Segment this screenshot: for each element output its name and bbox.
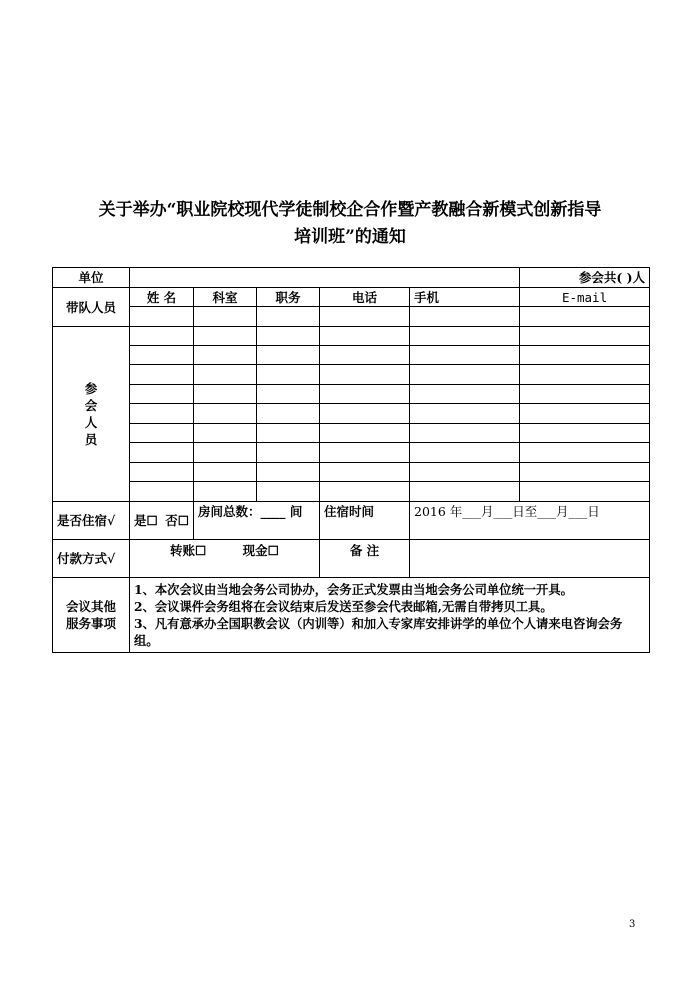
lodging-time-label: 住宿时间	[320, 502, 410, 540]
attendee-cell[interactable]	[194, 463, 257, 482]
header-email: E-mail	[520, 288, 650, 307]
attendee-cell[interactable]	[410, 346, 520, 365]
attendee-cell[interactable]	[130, 365, 194, 385]
attendee-cell[interactable]	[320, 404, 410, 424]
attendee-cell[interactable]	[520, 443, 650, 463]
remarks-label: 备 注	[320, 540, 410, 578]
room-count-field[interactable]: 房间总数：____ 间	[194, 502, 320, 540]
service-item: 1、本次会议由当地会务公司协办，会务正式发票由当地会务公司单位统一开具。	[134, 582, 573, 597]
attendee-cell[interactable]	[520, 327, 650, 346]
attendee-cell[interactable]	[257, 365, 320, 385]
unit-label: 单位	[53, 268, 130, 288]
attendee-cell[interactable]	[410, 482, 520, 502]
attendee-cell[interactable]	[410, 463, 520, 482]
attendee-cell[interactable]	[320, 463, 410, 482]
header-position: 职务	[257, 288, 320, 307]
attendee-cell[interactable]	[130, 346, 194, 365]
header-department: 科室	[194, 288, 257, 307]
attendees-label-char: 会	[84, 398, 98, 413]
lodging-label: 是否住宿√	[53, 502, 130, 540]
attendee-cell[interactable]	[130, 443, 194, 463]
attendee-cell[interactable]	[194, 327, 257, 346]
header-mobile: 手机	[410, 288, 520, 307]
registration-form	[52, 267, 650, 653]
attendee-cell[interactable]	[257, 346, 320, 365]
attendee-cell[interactable]	[257, 443, 320, 463]
attendee-cell[interactable]	[520, 346, 650, 365]
attendee-cell[interactable]	[257, 424, 320, 443]
attendees-label	[53, 327, 130, 502]
header-phone: 电话	[320, 288, 410, 307]
lodging-dates-field[interactable]: 2016 年___月___日至___月___日	[410, 502, 650, 540]
leader-label: 带队人员	[53, 288, 130, 327]
lodging-yes-checkbox[interactable]: 是☐	[134, 513, 158, 528]
attendee-cell[interactable]	[257, 482, 320, 502]
attendee-cell[interactable]	[194, 482, 257, 502]
page-number: 3	[629, 919, 636, 930]
services-list	[130, 578, 650, 653]
attendee-cell[interactable]	[410, 385, 520, 404]
attendee-cell[interactable]	[194, 385, 257, 404]
services-label: 会议其他服务事项	[53, 578, 130, 653]
transfer-checkbox[interactable]: 转账☐	[170, 543, 207, 558]
leader-position-cell[interactable]	[257, 307, 320, 327]
attendee-cell[interactable]	[257, 463, 320, 482]
attendee-cell[interactable]	[194, 443, 257, 463]
attendee-cell[interactable]	[320, 424, 410, 443]
attendees-label-char: 参	[84, 381, 98, 396]
attendee-cell[interactable]	[194, 404, 257, 424]
participants-total[interactable]: 参会共( )人	[520, 268, 650, 288]
attendee-cell[interactable]	[257, 327, 320, 346]
attendee-cell[interactable]	[520, 424, 650, 443]
header-name: 姓 名	[130, 288, 194, 307]
leader-name-cell[interactable]	[130, 307, 194, 327]
attendee-cell[interactable]	[520, 463, 650, 482]
attendee-cell[interactable]	[520, 365, 650, 385]
attendee-cell[interactable]	[130, 482, 194, 502]
attendee-cell[interactable]	[320, 346, 410, 365]
leader-department-cell[interactable]	[194, 307, 257, 327]
attendee-cell[interactable]	[257, 385, 320, 404]
payment-label: 付款方式√	[53, 540, 130, 578]
unit-field[interactable]	[130, 268, 520, 288]
attendee-cell[interactable]	[130, 327, 194, 346]
service-item: 2、会议课件会务组将在会议结束后发送至参会代表邮箱,无需自带拷贝工具。	[134, 599, 553, 614]
page-title-line-2: 培训班”的通知	[294, 227, 406, 247]
attendee-cell[interactable]	[520, 404, 650, 424]
attendee-cell[interactable]	[130, 404, 194, 424]
attendee-cell[interactable]	[320, 385, 410, 404]
attendee-cell[interactable]	[194, 365, 257, 385]
remarks-field[interactable]	[410, 540, 650, 578]
leader-email-cell[interactable]	[520, 307, 650, 327]
attendee-cell[interactable]	[520, 482, 650, 502]
attendees-label-char: 员	[84, 432, 98, 447]
lodging-yes-no[interactable]	[130, 502, 194, 540]
service-item: 3、凡有意承办全国职教会议（内训等）和加入专家库安排讲学的单位个人请来电咨询会务组。	[134, 616, 623, 648]
attendee-cell[interactable]	[257, 404, 320, 424]
attendee-cell[interactable]	[320, 365, 410, 385]
attendees-label-char: 人	[84, 415, 98, 430]
attendee-cell[interactable]	[130, 463, 194, 482]
attendee-cell[interactable]	[194, 424, 257, 443]
attendee-cell[interactable]	[320, 327, 410, 346]
attendee-cell[interactable]	[194, 346, 257, 365]
attendee-cell[interactable]	[130, 424, 194, 443]
attendee-cell[interactable]	[410, 424, 520, 443]
lodging-no-checkbox[interactable]: 否☐	[165, 513, 189, 528]
attendee-cell[interactable]	[320, 443, 410, 463]
attendee-cell[interactable]	[520, 385, 650, 404]
attendee-cell[interactable]	[410, 404, 520, 424]
attendee-cell[interactable]	[410, 365, 520, 385]
attendee-cell[interactable]	[410, 327, 520, 346]
cash-checkbox[interactable]: 现金☐	[242, 543, 279, 558]
attendee-cell[interactable]	[130, 385, 194, 404]
page-title-line-1: 关于举办“职业院校现代学徒制校企合作暨产教融合新模式创新指导	[98, 200, 602, 220]
leader-mobile-cell[interactable]	[410, 307, 520, 327]
leader-phone-cell[interactable]	[320, 307, 410, 327]
attendee-cell[interactable]	[320, 482, 410, 502]
payment-options[interactable]	[130, 540, 320, 578]
attendee-cell[interactable]	[410, 443, 520, 463]
